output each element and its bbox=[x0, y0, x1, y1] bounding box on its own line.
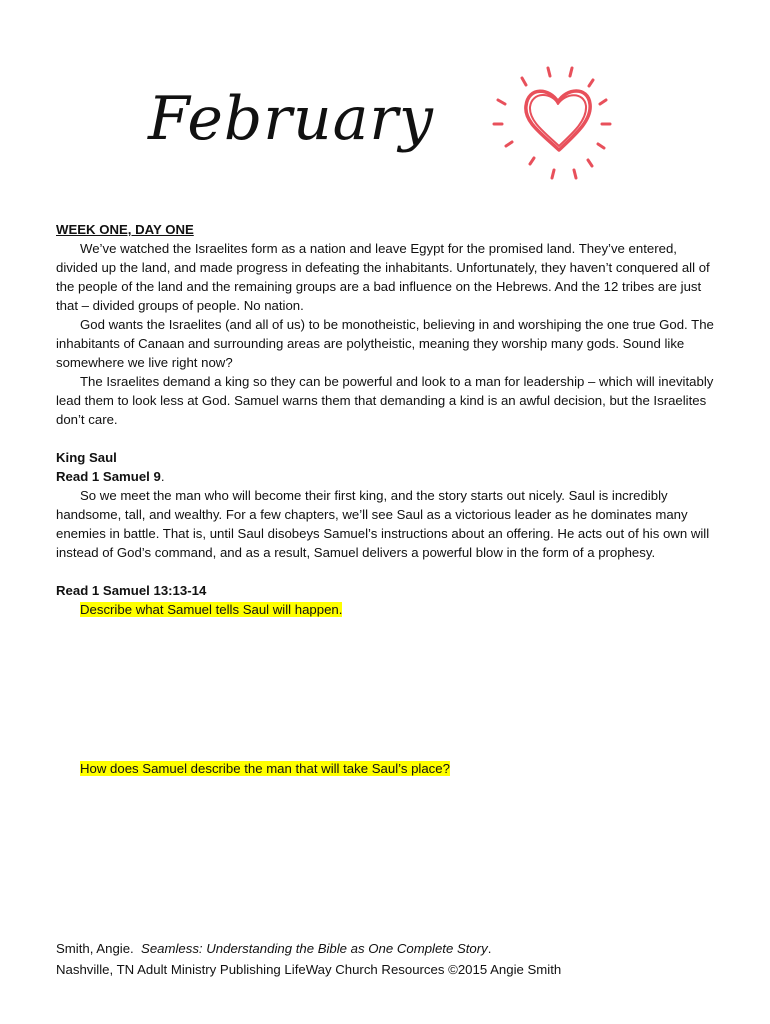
citation-author: Smith, Angie. bbox=[56, 941, 134, 956]
reading-label: Read 1 Samuel 9 bbox=[56, 469, 161, 484]
question-1-text: Describe what Samuel tells Saul will happen. bbox=[80, 602, 343, 617]
page-header bbox=[0, 0, 770, 215]
reading-1-samuel-9 bbox=[56, 467, 716, 486]
citation-line-2: Nashville, TN Adult Ministry Publishing LifeWay Church Resources ©2015 Angie Smith bbox=[56, 962, 562, 977]
question-2 bbox=[56, 759, 716, 778]
citation-line-1 bbox=[56, 938, 736, 959]
king-saul-heading: King Saul bbox=[56, 450, 117, 465]
week-heading: WEEK ONE, DAY ONE bbox=[56, 222, 194, 237]
reading-period: . bbox=[160, 469, 165, 484]
study-content bbox=[56, 220, 716, 778]
citation-footer bbox=[56, 938, 736, 980]
intro-paragraph-2: God wants the Israelites (and all of us) to be monotheistic, believing in and worshiping the one true God. The inhabitants of Canaan and surrounding areas are polytheistic, meaning they worship many gods. Sound like somewhere we live right now? bbox=[56, 317, 714, 370]
citation-book: Seamless: Understanding the Bible as One Complete Story bbox=[141, 941, 488, 956]
question-1 bbox=[56, 600, 716, 619]
month-title: February bbox=[148, 84, 434, 154]
saul-paragraph: So we meet the man who will become their first king, and the story starts out nicely. Saul is incredibly handsome, tall, and wealthy. For a few chapters, we’ll see Saul as a victorious leader as he dominates many enemies in battle. That is, until Saul disobeys Samuel’s instructions about an offering. He acts out of his own will instead of God’s command, and as a result, Samuel delivers a powerful blow in the form of a prophesy. bbox=[56, 488, 710, 560]
citation-book-end: . bbox=[487, 941, 492, 956]
intro-paragraph-1: We’ve watched the Israelites form as a nation and leave Egypt for the promised land. They’ve entered, divided up the land, and made progress in defeating the inhabitants. Unfortunately, they haven’t conquered all of the people of the land and the remaining groups are a bad influence on the Hebrews. And the 12 tribes are just that – divided groups of people. No nation. bbox=[56, 241, 710, 313]
reading-1-samuel-13: Read 1 Samuel 13:13-14 bbox=[56, 583, 207, 598]
question-2-text: How does Samuel describe the man that will take Saul’s place? bbox=[80, 761, 450, 776]
intro-paragraph-3: The Israelites demand a king so they can be powerful and look to a man for leadership – which will inevitably lead them to look less at God. Samuel warns them that demanding a kind is an awful decision, but the Israelites don’t care. bbox=[56, 374, 714, 427]
heart-icon bbox=[480, 60, 630, 190]
